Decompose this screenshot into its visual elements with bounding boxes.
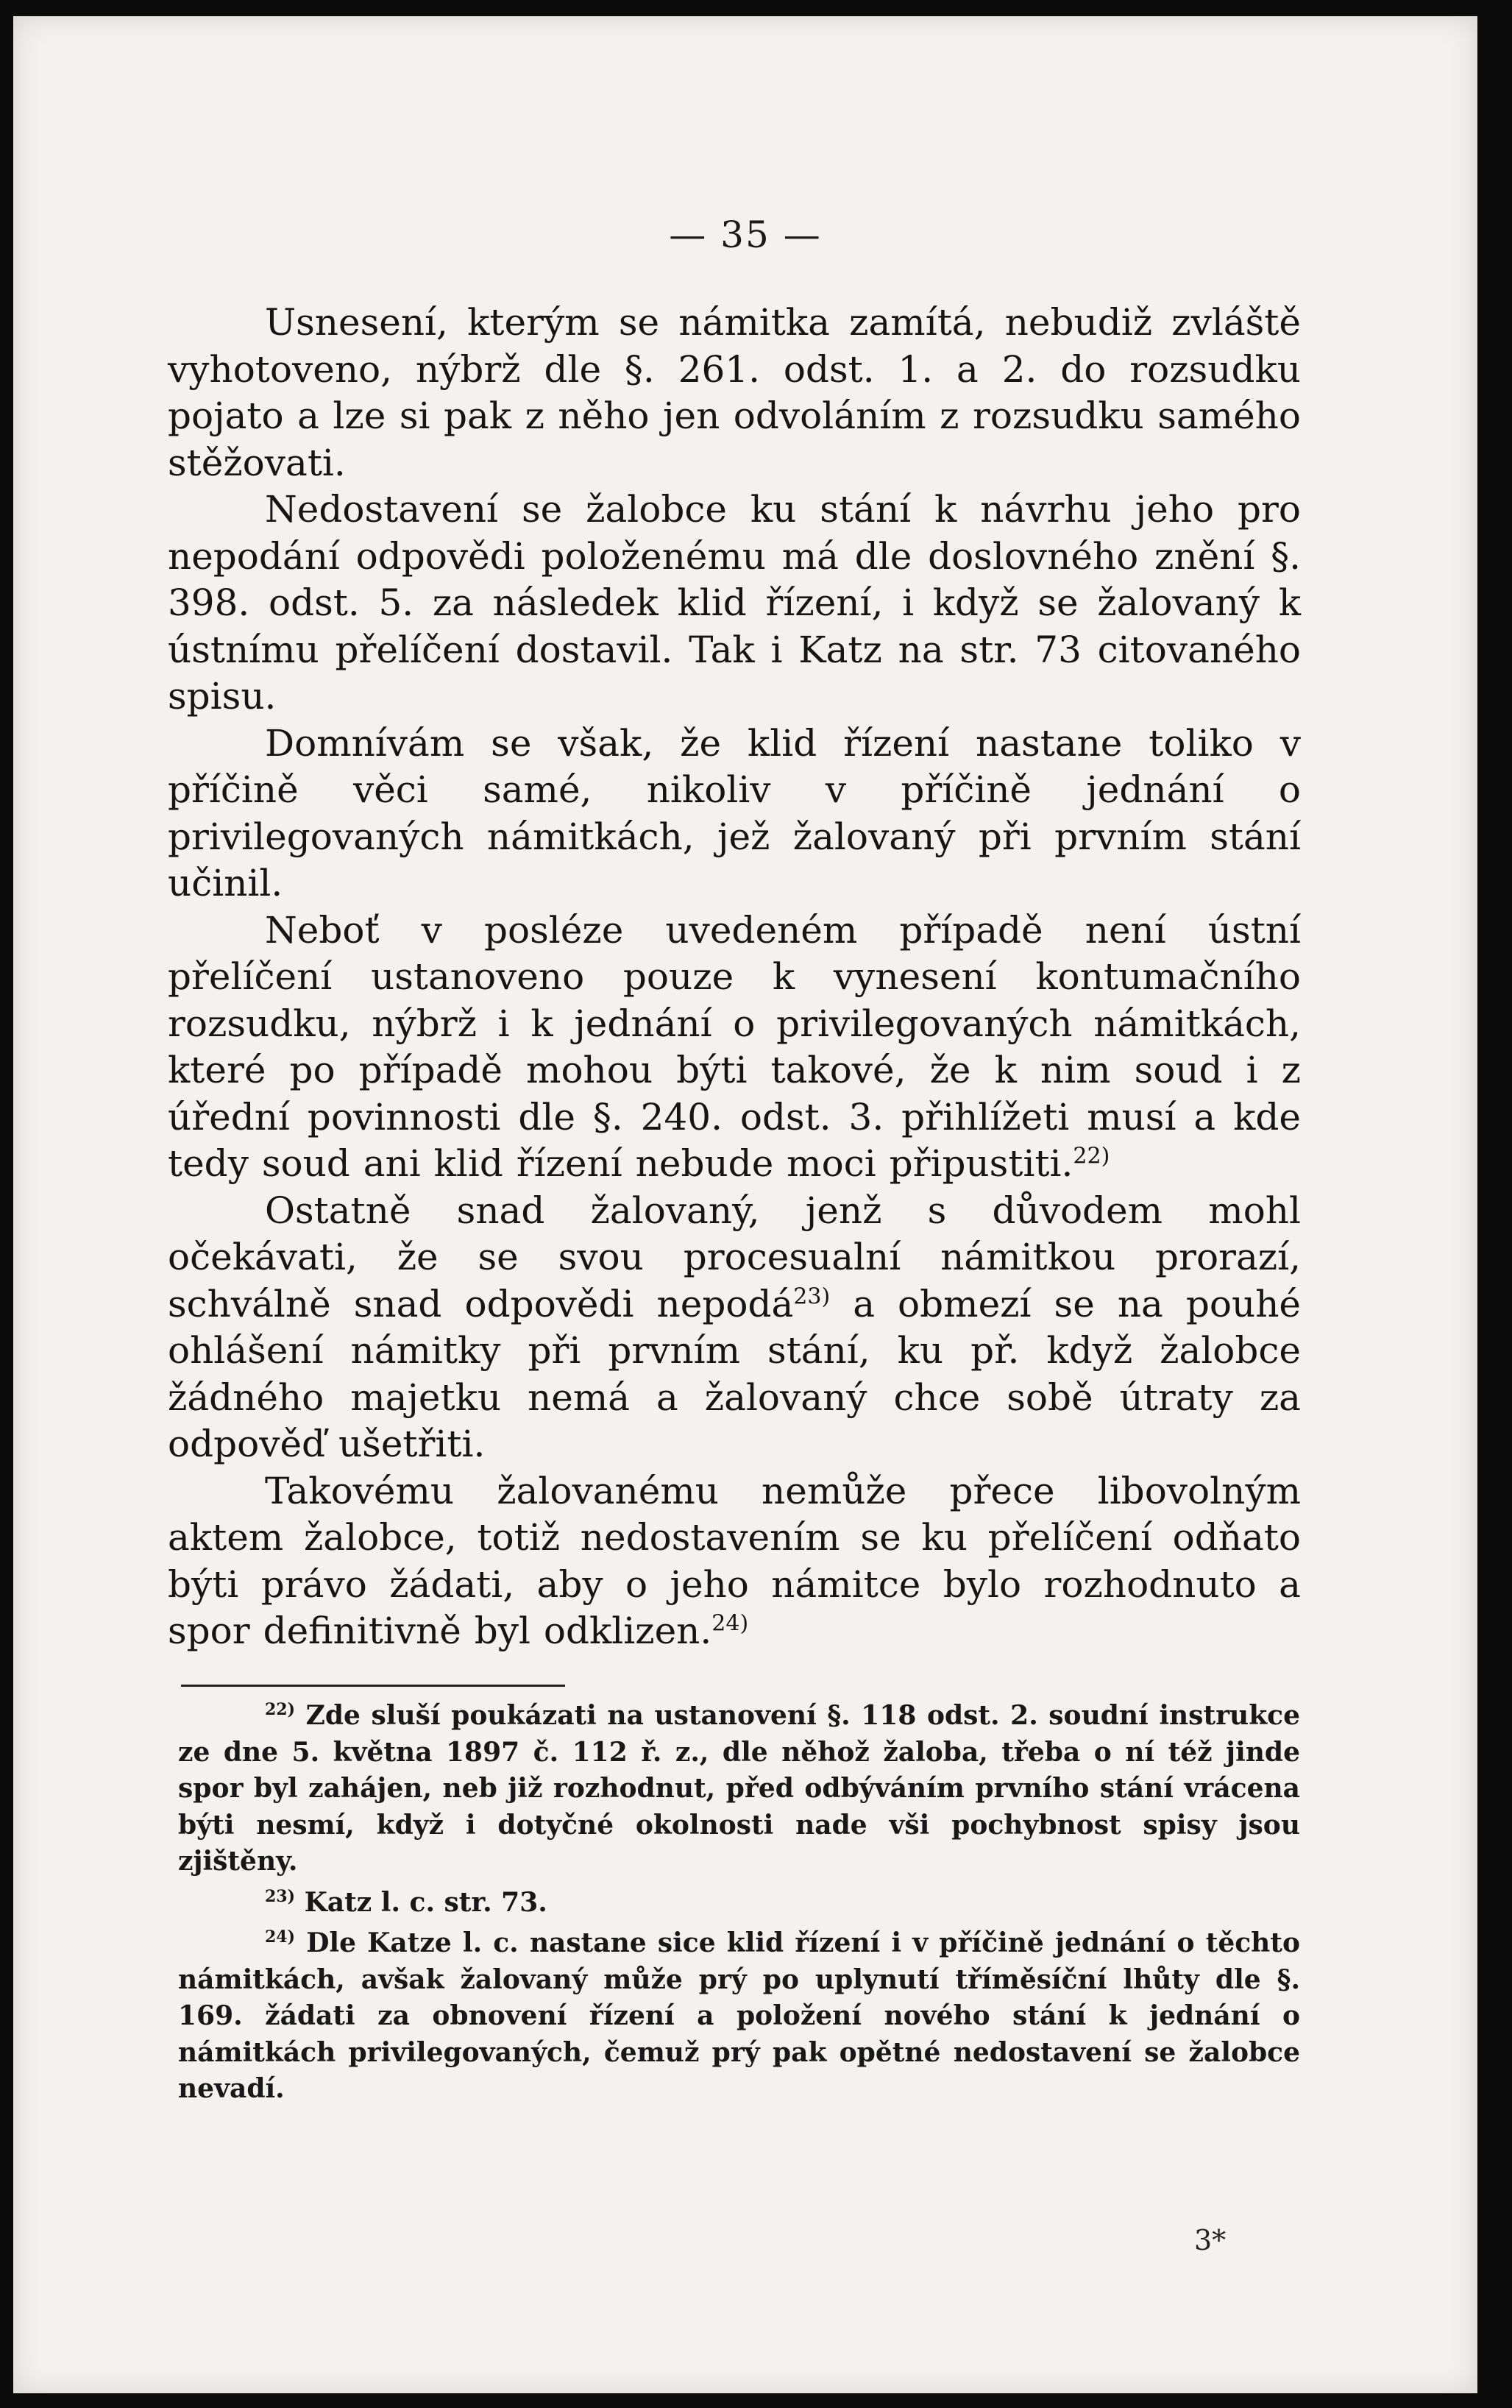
paragraph-text: Takovému žalovanému nemůže přece libovolným aktem žalobce, totiž nedostavením se ku přelíčení odňato býti právo žádati, aby o jeho námitce bylo rozhodnuto a spor definitivně byl odklizen.: [168, 1469, 1301, 1652]
paragraph-text: Neboť v posléze uvedeném případě není ústní přelíčení ustanoveno pouze k vynesení kontumačního rozsudku, nýbrž i k jednání o privilegovaných námitkách, které po případě mohou býti takové, že k nim soud i z úřední povinnosti dle §. 240. odst. 3. přihlížeti musí a kde tedy soud ani klid řízení nebude moci připustiti.: [168, 908, 1301, 1185]
paragraph-5: [168, 1188, 1301, 1468]
paragraph-4: [168, 907, 1301, 1188]
footnote-ref-23: 23): [793, 1283, 831, 1309]
paragraph-6: [168, 1468, 1301, 1655]
footnote-ref-22: 22): [1073, 1143, 1110, 1169]
paragraph-text: Domnívám se však, že klid řízení nastane toliko v příčině věci samé, nikoliv v příčině jednání o privilegovaných námitkách, jež žalovaný při prvním stání učinil.: [168, 721, 1301, 904]
paragraph-2: [168, 486, 1301, 720]
footnote-marker: 22): [265, 1700, 296, 1719]
paragraph-text: Ostatně snad žalovaný, jenž s důvodem mohl očekávati, že se svou procesualní námitkou prorazí, schválně snad odpovědi nepodá: [168, 1189, 1301, 1325]
printer-signature-mark: 3*: [1194, 2224, 1227, 2256]
footnote-text: Katz l. c. str. 73.: [295, 1886, 547, 1918]
footnote-ref-24: 24): [711, 1610, 749, 1637]
book-page: [13, 16, 1477, 2393]
paragraph-text-continued: a obmezí se na pouhé ohlášení námitky při prvním stání, ku př. když žalobce žádného majetku nemá a žalovaný chce sobě útraty za odpověď ušetřiti.: [168, 1282, 1301, 1465]
footnote-text: Dle Katze l. c. nastane sice klid řízení i v příčině jednání o těchto námitkách, avšak žalovaný může prý po uplynutí tříměsíční lhůty dle §. 169. žádati za obnovení řízení a položení nového stání k jednání o námitkách privilegovaných, čemuž prý pak opětné nedostavení se žalobce nevadí.: [178, 1927, 1300, 2104]
paragraph-1: [168, 300, 1301, 486]
main-text: [168, 300, 1301, 1655]
paragraph-3: [168, 720, 1301, 907]
footnote-text: Zde sluší poukázati na ustanovení §. 118 odst. 2. soudní instrukce ze dne 5. května 1897 č. 112 ř. z., dle něhož žaloba, třeba o ní též jinde spor byl zahájen, neb již rozhodnut, před odbýváním prvního stání vrácena býti nesmí, když i dotyčné okolnosti nade vši pochybnost spisy jsou zjištěny.: [178, 1700, 1300, 1877]
footnote-22: [178, 1698, 1300, 1880]
footnote-marker: 23): [265, 1886, 296, 1906]
footnote-marker: 24): [265, 1927, 296, 1947]
footnote-24: [178, 1925, 1300, 2108]
footnotes: [178, 1698, 1300, 2112]
page-number-header: — 35 —: [669, 213, 822, 256]
footnote-divider: [181, 1685, 565, 1687]
paragraph-text: Nedostavení se žalobce ku stání k návrhu jeho pro nepodání odpovědi položenému má dle doslovného znění §. 398. odst. 5. za následek klid řízení, i když se žalovaný k ústnímu přelíčení dostavil. Tak i Katz na str. 73 citovaného spisu.: [168, 488, 1301, 718]
paragraph-text: Usnesení, kterým se námitka zamítá, nebudiž zvláště vyhotoveno, nýbrž dle §. 261. odst. 1. a 2. do rozsudku pojato a lze si pak z něho jen odvoláním z rozsudku samého stěžovati.: [168, 301, 1301, 484]
footnote-23: [178, 1885, 1300, 1922]
